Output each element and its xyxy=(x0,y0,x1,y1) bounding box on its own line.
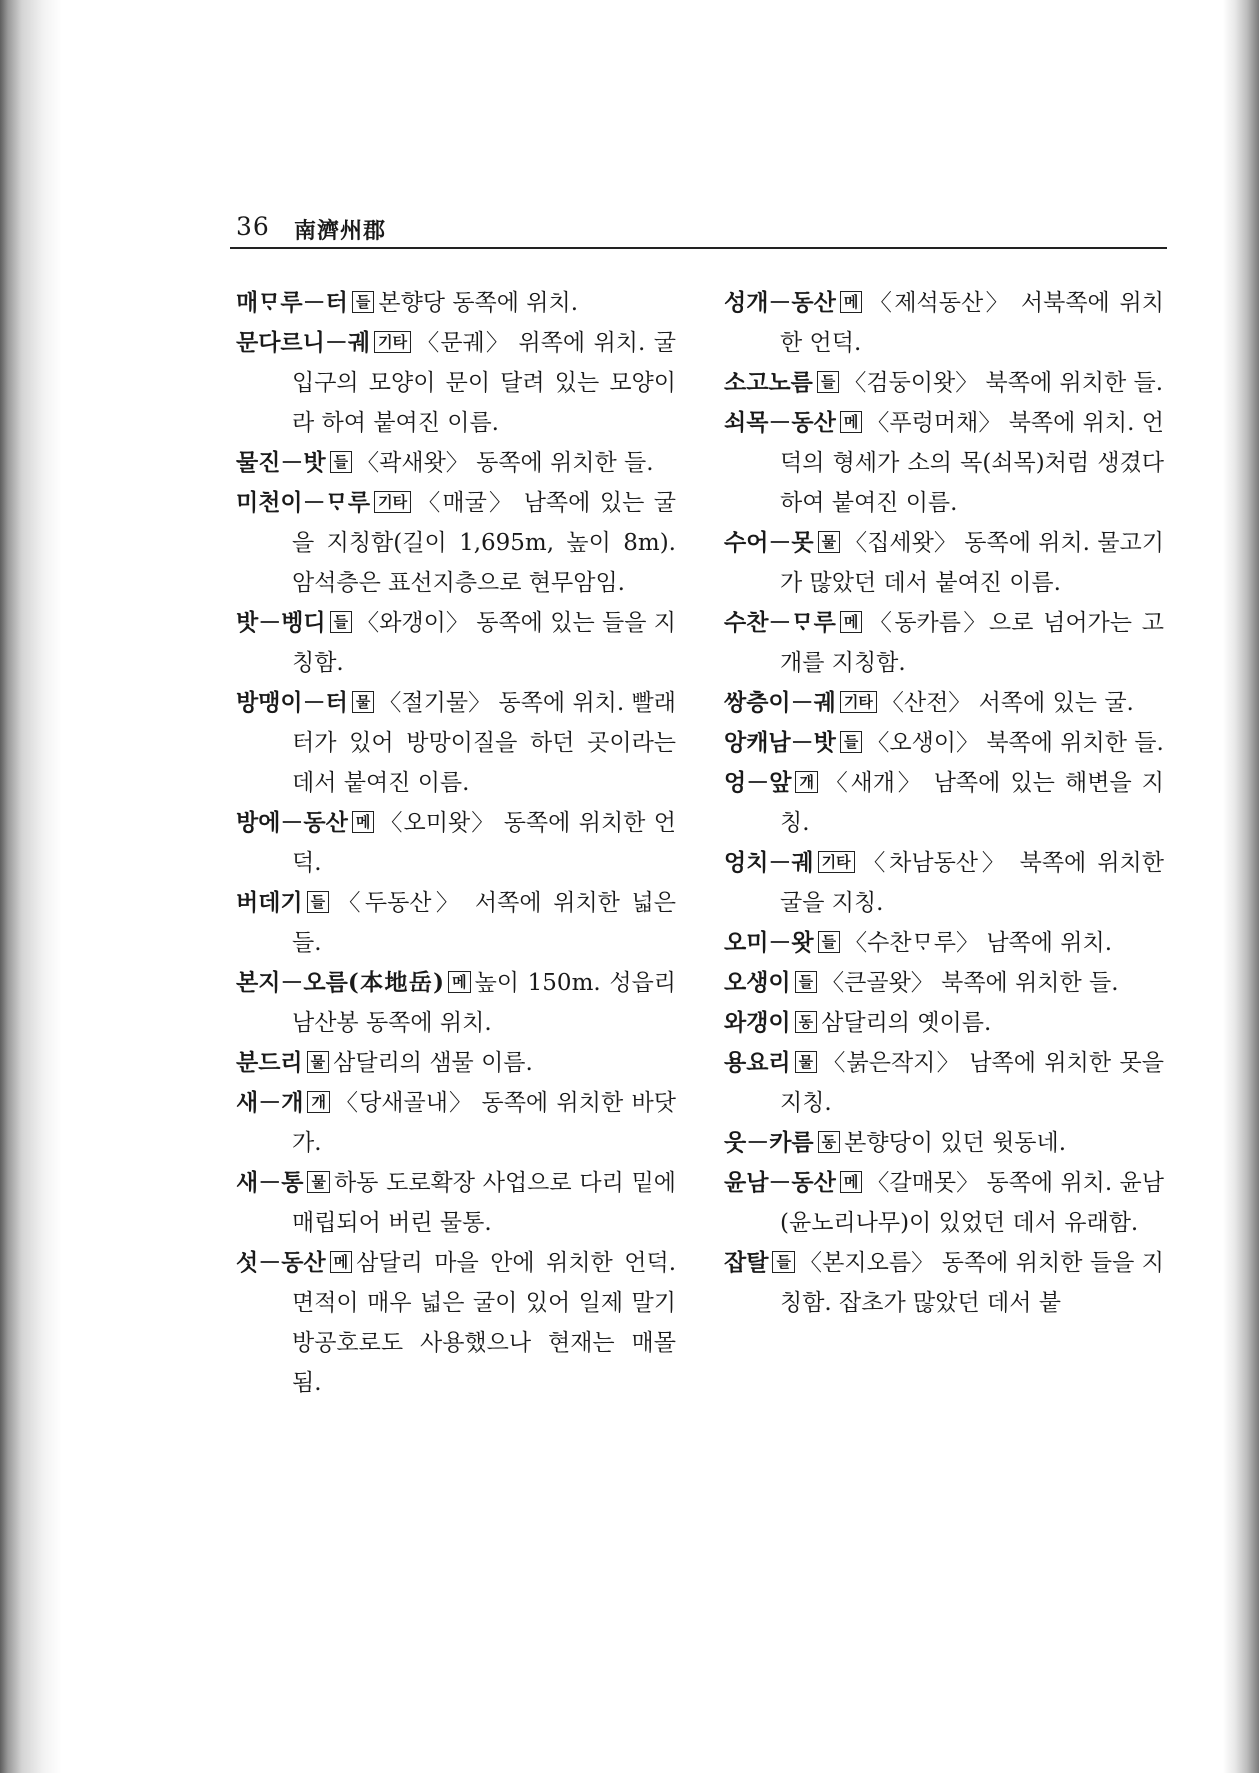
entry xyxy=(724,403,1164,523)
entry xyxy=(236,603,676,683)
entry-category-tag: 기타 xyxy=(840,691,877,713)
entry xyxy=(724,1123,1164,1163)
entry-headword: 잡탈 xyxy=(724,1249,769,1276)
entry-category-tag: 들 xyxy=(772,1251,795,1273)
entry-category-tag: 동 xyxy=(795,1011,818,1033)
entry-headword: 물진－밧 xyxy=(236,449,326,476)
entry xyxy=(724,763,1164,843)
entry-headword: 오미－왓 xyxy=(724,929,814,956)
entry-headword: 문다르니－궤 xyxy=(236,329,371,356)
entry xyxy=(724,1243,1164,1323)
left-column xyxy=(236,283,676,1403)
entry-headword: 윤남－동산 xyxy=(724,1169,836,1196)
entry xyxy=(724,683,1164,723)
page-number: 36 xyxy=(236,212,270,241)
entry-category-tag: 들 xyxy=(307,891,330,913)
entry-category-tag: 물 xyxy=(352,691,375,713)
right-column xyxy=(724,283,1164,1323)
header-rule xyxy=(230,247,1167,249)
entry-category-tag: 물 xyxy=(307,1051,330,1073)
entry-description: 삼달리의 샘물 이름. xyxy=(333,1050,533,1076)
entry xyxy=(236,963,676,1043)
running-header xyxy=(236,212,1166,252)
entry-headword: 버데기 xyxy=(236,889,303,916)
entry-category-tag: 메 xyxy=(840,291,863,313)
entry-category-tag: 기타 xyxy=(374,331,411,353)
entry xyxy=(724,603,1164,683)
entry-category-tag: 동 xyxy=(818,1131,841,1153)
entry-description: 〈오생이〉 북쪽에 위치한 들. xyxy=(866,730,1164,756)
entry-description: 〈문궤〉 위쪽에 위치. 굴 입구의 모양이 문이 달려 있는 모양이라 하여 붙여진 이름. xyxy=(292,330,676,436)
entry-description: 〈새개〉 남쪽에 있는 해변을 지칭. xyxy=(780,770,1164,836)
entry-description: 〈본지오름〉 동쪽에 위치한 들을 지칭함. 잡초가 많았던 데서 붙 xyxy=(780,1250,1164,1316)
entry xyxy=(724,723,1164,763)
entry-category-tag: 메 xyxy=(840,611,863,633)
entry-description: 〈동카름〉으로 넘어가는 고개를 지칭함. xyxy=(780,610,1164,676)
entry-category-tag: 물 xyxy=(307,1171,330,1193)
entry-headword: 성개－동산 xyxy=(724,289,836,316)
entry-headword: 소고노름 xyxy=(724,369,813,396)
entry-description: 〈집세왓〉 동쪽에 위치. 물고기가 많았던 데서 붙여진 이름. xyxy=(780,530,1164,596)
entry xyxy=(236,1163,676,1243)
entry-headword: 밧－벵디 xyxy=(236,609,326,636)
entry-description: 삼달리의 옛이름. xyxy=(821,1010,992,1036)
entry-headword: 쇠목－동산 xyxy=(724,409,836,436)
entry-description: 〈큰골왓〉 북쪽에 위치한 들. xyxy=(821,970,1119,996)
entry-category-tag: 들 xyxy=(352,291,375,313)
entry-headword: 새－개 xyxy=(236,1089,304,1116)
entry xyxy=(236,883,676,963)
entry-headword: 앙캐남－밧 xyxy=(724,729,836,756)
entry-description: 삼달리 마을 안에 위치한 언덕. 면적이 매우 넓은 굴이 있어 일제 말기 방공호로도 사용했으나 현재는 매몰됨. xyxy=(292,1250,676,1396)
entry xyxy=(236,1083,676,1163)
entry xyxy=(724,1003,1164,1043)
entry-headword: 수찬－ᄆᆞ루 xyxy=(724,609,836,636)
entry-description: 〈절기물〉 동쪽에 위치. 빨래터가 있어 방망이질을 하던 곳이라는 데서 붙여진 이름. xyxy=(292,690,676,796)
entry-headword: 분드리 xyxy=(236,1049,303,1076)
entry-headword: 쌍층이－궤 xyxy=(724,689,836,716)
entry xyxy=(724,363,1164,403)
entry-description: 〈두동산〉 서쪽에 위치한 넓은 들. xyxy=(292,890,676,956)
entry-description: 〈당새골내〉 동쪽에 위치한 바닷가. xyxy=(292,1090,676,1156)
entry-description: 하동 도로확장 사업으로 다리 밑에 매립되어 버린 물통. xyxy=(292,1170,676,1236)
entry xyxy=(236,283,676,323)
entry-category-tag: 메 xyxy=(840,411,863,433)
entry-category-tag: 메 xyxy=(352,811,375,833)
entry xyxy=(236,803,676,883)
entry-category-tag: 들 xyxy=(330,451,353,473)
entry-description: 〈곽새왓〉 동쪽에 위치한 들. xyxy=(356,450,654,476)
page-title: 南濟州郡 xyxy=(294,218,387,244)
entry-category-tag: 개 xyxy=(307,1091,330,1113)
entry-headword: 방에－동산 xyxy=(236,809,348,836)
entry-headword: 매ᄆᆞ루－터 xyxy=(236,289,348,316)
entry-category-tag: 들 xyxy=(818,931,841,953)
entry-category-tag: 기타 xyxy=(374,491,411,513)
entry-category-tag: 메 xyxy=(448,971,471,993)
entry-headword: 수어－못 xyxy=(724,529,814,556)
entry-description: 〈매굴〉 남쪽에 있는 굴을 지칭함(길이 1,695m, 높이 8m). 암석층은 표선지층으로 현무암임. xyxy=(292,490,676,596)
entry-description: 〈푸렁머채〉 북쪽에 위치. 언덕의 형세가 소의 목(쇠목)처럼 생겼다 하여 붙여진 이름. xyxy=(780,410,1164,516)
entry-headword: 섯－동산 xyxy=(236,1249,326,1276)
entry-headword: 용요리 xyxy=(724,1049,791,1076)
entry-headword: 본지－오름(本地岳) xyxy=(236,969,445,996)
entry-category-tag: 들 xyxy=(817,371,840,393)
entry-description: 〈제석동산〉 서북쪽에 위치한 언덕. xyxy=(780,290,1164,356)
entry-description: 〈오미왓〉 동쪽에 위치한 언덕. xyxy=(292,810,676,876)
entry-headword: 와갱이 xyxy=(724,1009,791,1036)
entry-description: 〈수찬ᄆᆞ루〉 남쪽에 위치. xyxy=(844,930,1113,956)
entry xyxy=(236,1243,676,1403)
entry-headword: 미천이－ᄆᆞ루 xyxy=(236,489,371,516)
entry xyxy=(724,1163,1164,1243)
entry-headword: 엉치－궤 xyxy=(724,849,814,876)
entry-description: 본향당 동쪽에 위치. xyxy=(378,290,579,316)
entry-category-tag: 들 xyxy=(795,971,818,993)
page-edge-shadow xyxy=(1223,0,1259,1773)
entry xyxy=(724,843,1164,923)
entry-headword: 웃－카름 xyxy=(724,1129,814,1156)
entry-headword: 새－통 xyxy=(236,1169,304,1196)
entry-category-tag: 개 xyxy=(795,771,818,793)
entry-headword: 방맹이－터 xyxy=(236,689,348,716)
entry-description: 〈갈매못〉 동쪽에 위치. 윤남(윤노리나무)이 있었던 데서 유래함. xyxy=(780,1170,1164,1236)
entry xyxy=(236,483,676,603)
entry-description: 〈검둥이왓〉 북쪽에 위치한 들. xyxy=(843,370,1164,396)
entry-description: 높이 150m. 성읍리 남산봉 동쪽에 위치. xyxy=(292,970,677,1036)
entry xyxy=(724,523,1164,603)
entry-headword: 엉－앞 xyxy=(724,769,792,796)
entry xyxy=(236,443,676,483)
entry-category-tag: 들 xyxy=(330,611,353,633)
entry xyxy=(236,1043,676,1083)
entry-description: 본향당이 있던 윗동네. xyxy=(844,1130,1067,1156)
entry xyxy=(236,323,676,443)
entry xyxy=(724,963,1164,1003)
entry-description: 〈와갱이〉 동쪽에 있는 들을 지칭함. xyxy=(292,610,676,676)
entry xyxy=(724,1043,1164,1123)
entry xyxy=(724,283,1164,363)
entry-category-tag: 물 xyxy=(795,1051,818,1073)
entry-category-tag: 들 xyxy=(840,731,863,753)
entry-description: 〈붉은작지〉 남쪽에 위치한 못을 지칭. xyxy=(780,1050,1164,1116)
entry-category-tag: 메 xyxy=(330,1251,353,1273)
entry-category-tag: 메 xyxy=(840,1171,863,1193)
entry-headword: 오생이 xyxy=(724,969,791,996)
entry-category-tag: 물 xyxy=(818,531,841,553)
book-spine-shadow xyxy=(0,0,62,1773)
entry-category-tag: 기타 xyxy=(818,851,855,873)
entry-description: 〈산전〉 서쪽에 있는 굴. xyxy=(880,690,1134,716)
entry-description: 〈차남동산〉 북쪽에 위치한 굴을 지칭. xyxy=(780,850,1164,916)
entry xyxy=(236,683,676,803)
entry xyxy=(724,923,1164,963)
